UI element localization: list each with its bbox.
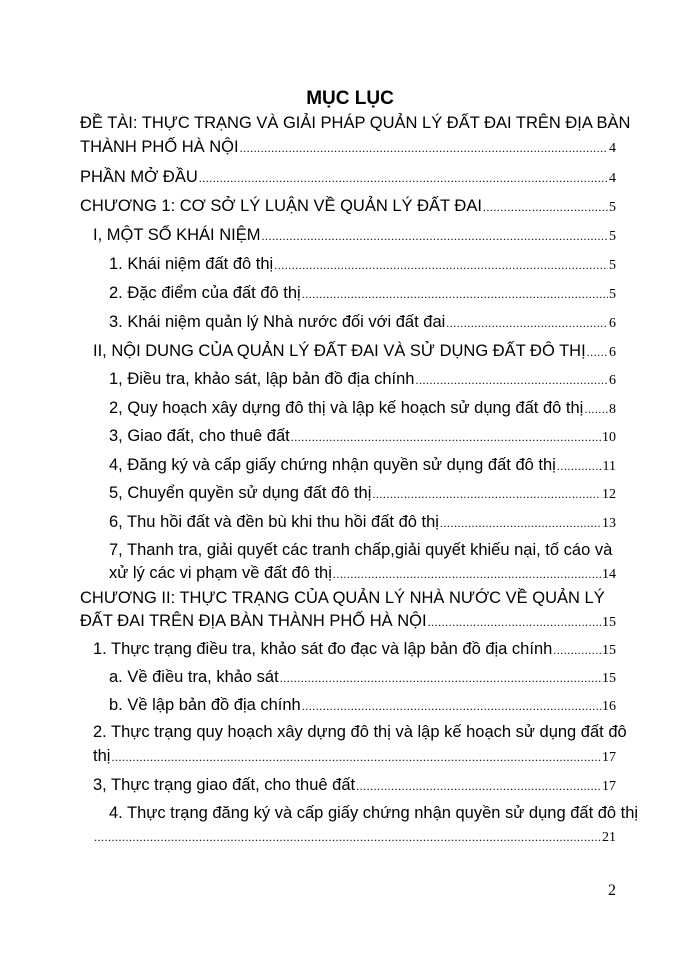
toc-entry-page: 5 xyxy=(609,258,616,273)
toc-entry-16[interactable] xyxy=(93,638,616,660)
toc-entry-page: 5 xyxy=(609,287,616,302)
toc-entry-page: 17 xyxy=(602,750,616,765)
toc-entry-page: 15 xyxy=(602,671,616,686)
leader-dots xyxy=(302,695,601,717)
leader-dots xyxy=(261,225,608,247)
toc-entry-text: ĐẤT ĐAI TRÊN ĐỊA BÀN THÀNH PHỐ HÀ NỘI xyxy=(80,612,427,630)
toc-entry-page: 21 xyxy=(602,830,616,845)
toc-entry-text: PHẦN MỞ ĐẦU xyxy=(80,168,198,186)
toc-entry-page: 5 xyxy=(609,229,616,244)
toc-entry-page: 16 xyxy=(602,699,616,714)
toc-entry-text: xử lý các vi phạm về đất đô thị xyxy=(109,564,332,582)
leader-dots xyxy=(440,512,601,534)
toc-entry-text: 5, Chuyển quyền sử dụng đất đô thị xyxy=(109,484,372,502)
toc-entry-page: 5 xyxy=(609,200,616,215)
leader-dots xyxy=(483,196,608,218)
leader-dots xyxy=(333,563,601,585)
leader-dots xyxy=(584,398,608,420)
toc-entry-17[interactable] xyxy=(109,666,616,688)
toc-entry-page: 11 xyxy=(602,459,616,474)
toc-entry-0-line1: ĐỀ TÀI: THỰC TRẠNG VÀ GIẢI PHÁP QUẢN LÝ ĐẤT ĐAI TRÊN ĐỊA BÀN xyxy=(80,114,631,132)
toc-entry-2[interactable] xyxy=(80,195,616,217)
toc-entry-text: 1, Điều tra, khảo sát, lập bản đồ địa chính xyxy=(109,370,415,388)
toc-entry-text: 6, Thu hồi đất và đền bù khi thu hồi đất đô thị xyxy=(109,513,439,531)
toc-entry-15[interactable] xyxy=(80,610,616,632)
leader-dots xyxy=(356,775,601,797)
leader-dots xyxy=(587,341,608,363)
toc-entry-text: II, NỘI DUNG CỦA QUẢN LÝ ĐẤT ĐAI VÀ SỬ DỤNG ĐẤT ĐÔ THỊ xyxy=(93,342,586,360)
toc-entry-text: 1. Khái niệm đất đô thị xyxy=(109,255,274,273)
toc-entry-page: 6 xyxy=(609,373,616,388)
toc-entry-text: thị xyxy=(93,747,111,765)
toc-entry-1[interactable] xyxy=(80,166,616,188)
toc-entry-page: 6 xyxy=(609,316,616,331)
toc-entry-6[interactable] xyxy=(109,311,616,333)
leader-dots xyxy=(94,826,601,848)
toc-entry-21-line1: 4. Thực trạng đăng ký và cấp giấy chứng nhận quyền sử dụng đất đô thị xyxy=(109,804,639,822)
toc-entry-page: 15 xyxy=(602,643,616,658)
toc-entry-0[interactable] xyxy=(80,136,616,158)
toc-entry-19[interactable] xyxy=(93,745,616,767)
toc-entry-18[interactable] xyxy=(109,694,616,716)
toc-entry-page: 14 xyxy=(602,567,616,582)
toc-entry-7[interactable] xyxy=(93,340,616,362)
leader-dots xyxy=(302,283,608,305)
leader-dots xyxy=(199,167,608,189)
leader-dots xyxy=(111,746,601,768)
toc-entry-page: 4 xyxy=(609,171,616,186)
toc-entry-text: THÀNH PHỐ HÀ NỘI xyxy=(80,138,239,156)
toc-entry-page: 4 xyxy=(609,141,616,156)
toc-entry-text: b. Về lập bản đồ địa chính xyxy=(109,696,301,714)
toc-entry-text: 2. Đặc điểm của đất đô thị xyxy=(109,284,301,302)
toc-entry-text: 4, Đăng ký và cấp giấy chứng nhận quyền sử dụng đất đô thị xyxy=(109,456,556,474)
toc-entry-text: CHƯƠNG 1: CƠ SỞ LÝ LUẬN VỀ QUẢN LÝ ĐẤT ĐAI xyxy=(80,197,482,215)
leader-dots xyxy=(557,455,602,477)
toc-entry-text: 3, Thực trạng giao đất, cho thuê đất xyxy=(93,776,356,794)
leader-dots xyxy=(446,312,608,334)
toc-entry-14-line1: 7, Thanh tra, giải quyết các tranh chấp,giải quyết khiếu nại, tố cáo và xyxy=(109,541,613,559)
toc-entry-text: 3. Khái niệm quản lý Nhà nước đối với đất đai xyxy=(109,313,446,331)
toc-entry-14[interactable] xyxy=(109,562,616,584)
leader-dots xyxy=(372,483,601,505)
toc-entry-page: 10 xyxy=(602,430,616,445)
toc-entry-3[interactable] xyxy=(93,224,616,246)
leader-dots xyxy=(280,667,601,689)
toc-entry-13[interactable] xyxy=(109,511,616,533)
toc-entry-11[interactable] xyxy=(109,454,616,476)
toc-entry-text: a. Về điều tra, khảo sát xyxy=(109,668,279,686)
toc-entry-8[interactable] xyxy=(109,368,616,390)
toc-entry-page: 12 xyxy=(602,487,616,502)
toc-entry-5[interactable] xyxy=(109,282,616,304)
leader-dots xyxy=(553,639,601,661)
leader-dots xyxy=(274,254,608,276)
toc-entry-9[interactable] xyxy=(109,397,616,419)
toc-entry-text: 3, Giao đất, cho thuê đất xyxy=(109,427,290,445)
toc-entry-page: 6 xyxy=(609,345,616,360)
toc-entry-text: 2, Quy hoạch xây dựng đô thị và lập kế hoạch sử dụng đất đô thị xyxy=(109,399,584,417)
toc-entry-text: 1. Thực trạng điều tra, khảo sát đo đạc và lập bản đồ địa chính xyxy=(93,640,553,658)
toc-entry-19-line1: 2. Thực trạng quy hoạch xây dựng đô thị và lập kế hoạch sử dụng đất đô xyxy=(93,723,627,741)
page-number: 2 xyxy=(608,882,616,899)
toc-entry-page: 8 xyxy=(609,402,616,417)
toc-entry-page: 15 xyxy=(602,615,616,630)
toc-entry-12[interactable] xyxy=(109,482,616,504)
leader-dots xyxy=(415,369,608,391)
toc-entry-page: 17 xyxy=(602,779,616,794)
toc-entry-page: 13 xyxy=(602,516,616,531)
toc-entry-4[interactable] xyxy=(109,253,616,275)
leader-dots xyxy=(240,137,608,159)
leader-dots xyxy=(428,611,601,633)
leader-dots xyxy=(291,426,601,448)
toc-entry-20[interactable] xyxy=(93,774,616,796)
toc-entry-15-line1: CHƯƠNG II: THỰC TRẠNG CỦA QUẢN LÝ NHÀ NƯỚC VỀ QUẢN LÝ xyxy=(80,589,605,607)
toc-entry-21[interactable] xyxy=(93,826,616,848)
page-title: MỤC LỤC xyxy=(306,88,394,109)
toc-entry-text: I, MỘT SỐ KHÁI NIỆM xyxy=(93,226,261,244)
toc-entry-10[interactable] xyxy=(109,425,616,447)
